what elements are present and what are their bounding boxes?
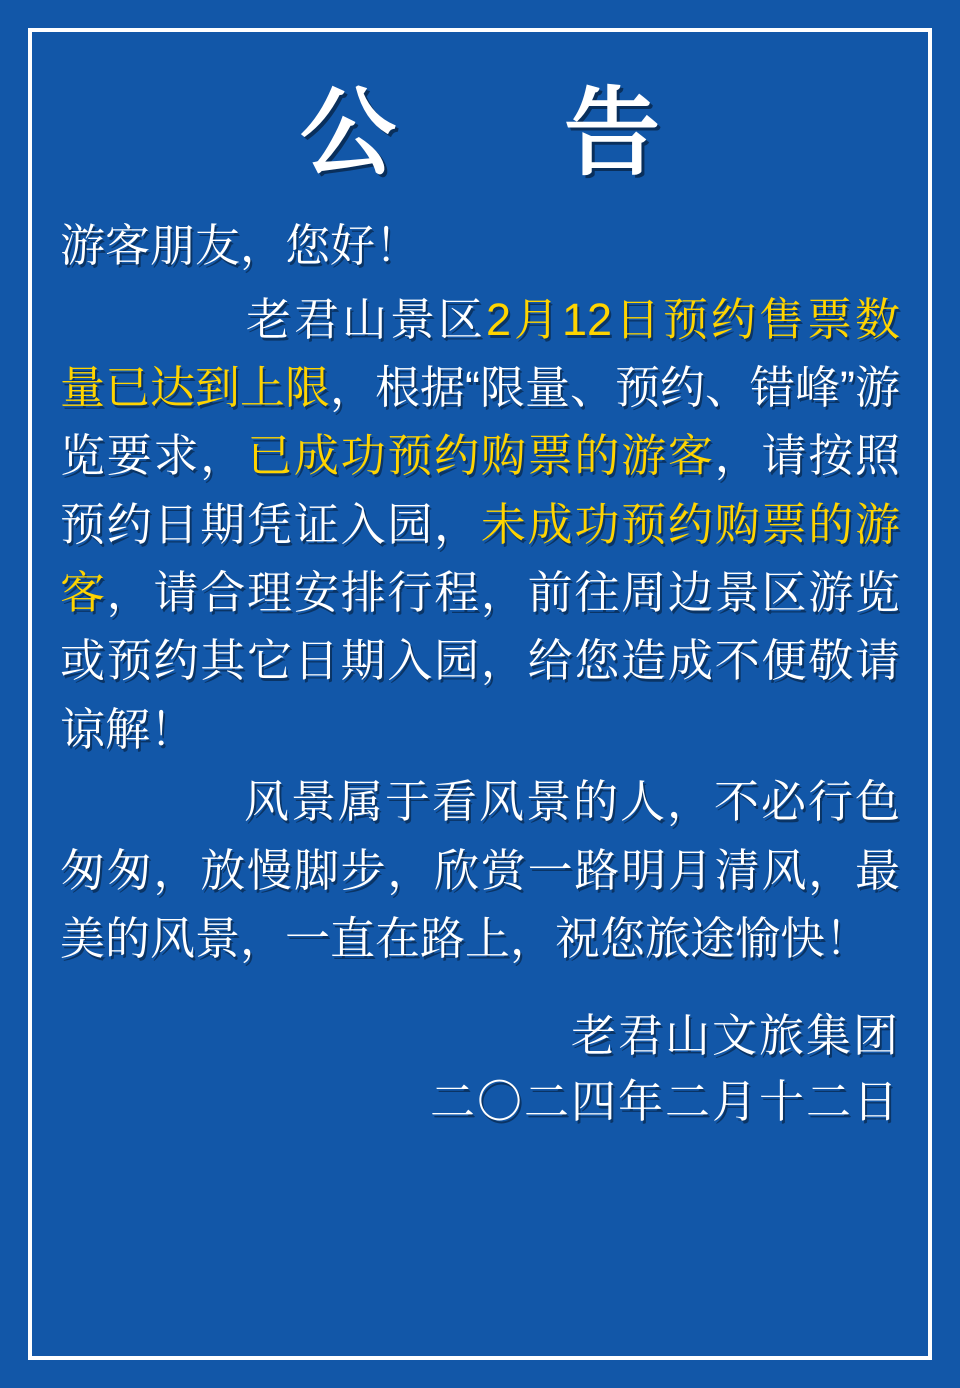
signature-organization: 老君山文旅集团 — [570, 1010, 900, 1062]
body-segment: ，根据“限量、预约、错峰”游览要求， — [60, 361, 900, 482]
signature-block — [60, 1003, 900, 1134]
body-segment-highlight: 2月12日预约售票数量已达到上限 — [60, 293, 900, 413]
greeting-line: 游客朋友，您好！ — [60, 220, 421, 271]
closing-paragraph: 风景属于看风景的人，不必行色匆匆，放慢脚步，欣赏一路明月清风，最美的风景，一直在路上，祝您旅途愉快！ — [60, 776, 900, 965]
body-paragraph — [60, 286, 900, 765]
page-title: 公 告 — [300, 80, 696, 187]
poster-content — [60, 52, 900, 1336]
body-segment: ，请合理安排行程，前往周边景区游览或预约其它日期入园，给您造成不便敬请谅解！ — [60, 567, 900, 755]
signature-date: 二〇二四年二月十二日 — [429, 1075, 900, 1127]
body-segment: ，请按照预约日期凭证入园， — [60, 430, 900, 550]
body-segment: 老君山景区 — [150, 293, 486, 345]
body-segment-highlight: 未成功预约购票的游客 — [60, 498, 900, 619]
body-segment-highlight: 已成功预约购票的游客 — [247, 430, 715, 482]
